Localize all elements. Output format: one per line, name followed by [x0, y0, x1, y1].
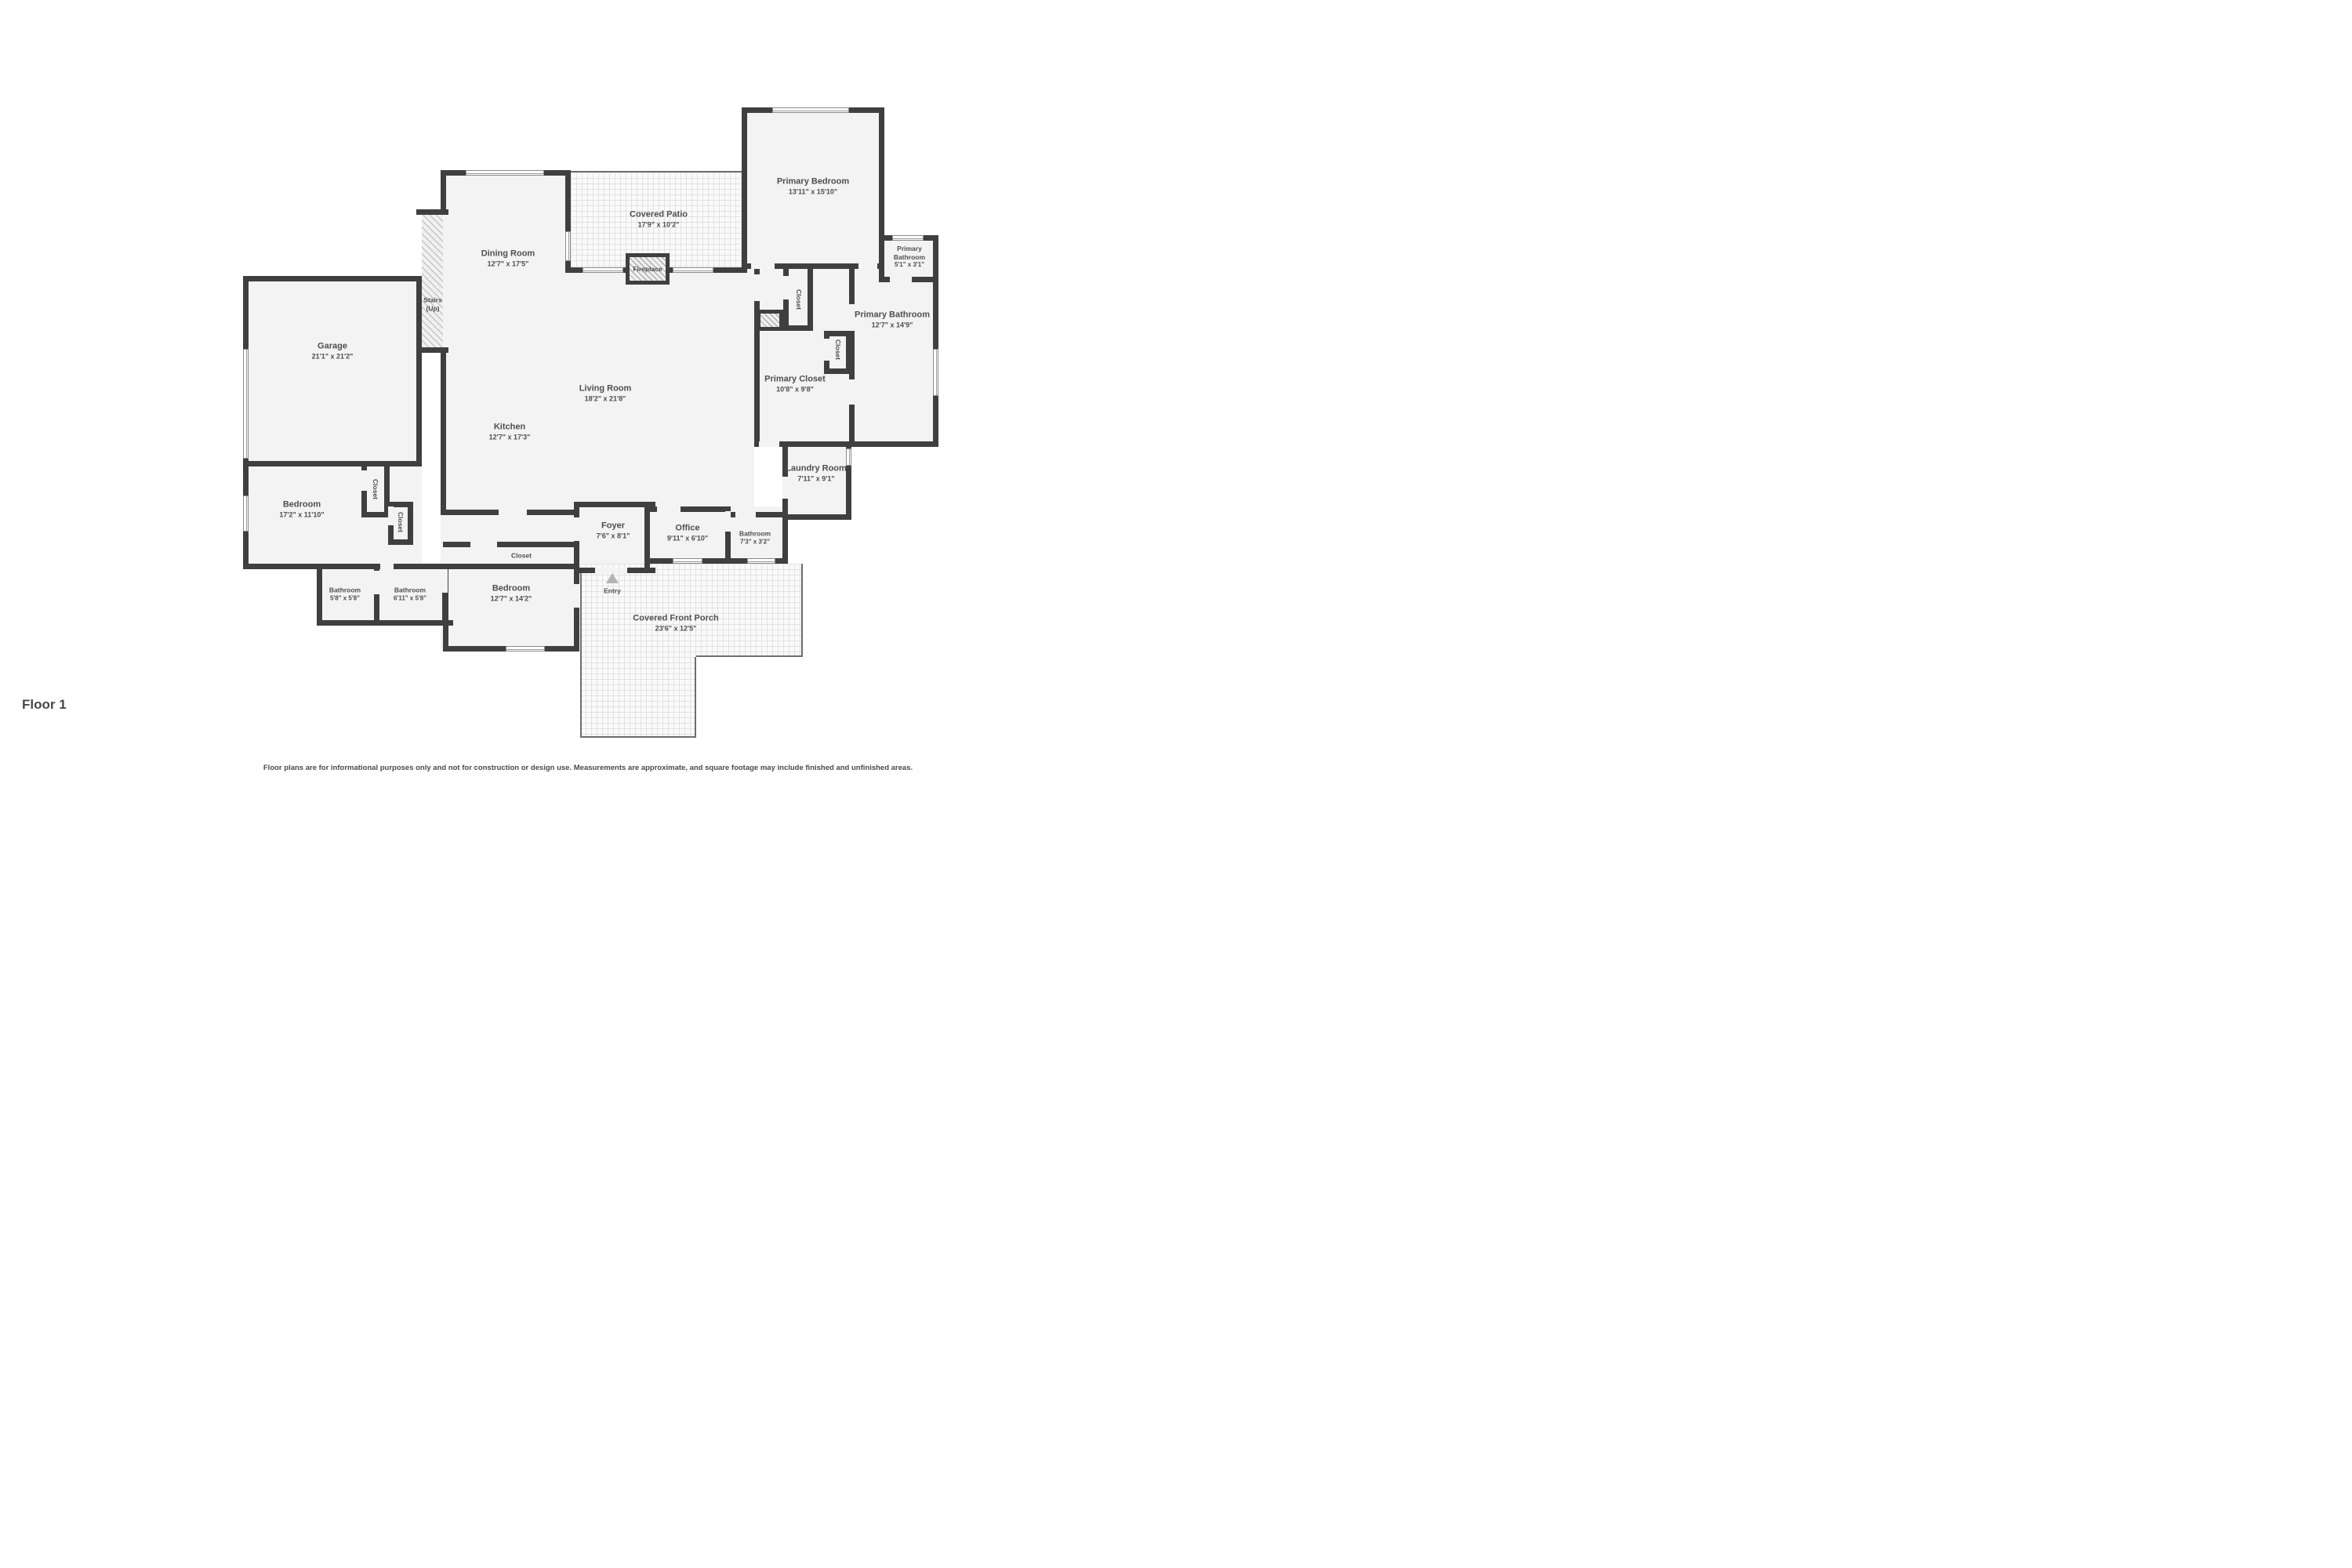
- bathroom-mid-label: [394, 586, 426, 602]
- room-name: Laundry Room: [786, 463, 847, 474]
- door-opening: [754, 274, 760, 301]
- covered-patio-label: [630, 209, 688, 229]
- bathroom-hall-label: [739, 529, 771, 546]
- floor-plan: [0, 0, 1176, 784]
- room-area: [243, 276, 422, 569]
- window: [243, 495, 249, 532]
- covered-front-porch-label: [633, 613, 718, 633]
- door-opening: [595, 568, 627, 573]
- window: [506, 646, 545, 652]
- wall: [783, 325, 813, 331]
- wall: [782, 514, 788, 564]
- room-name: Primary Bedroom: [776, 176, 850, 187]
- room-area: [441, 170, 571, 515]
- covered-front-porch-area: [580, 657, 696, 738]
- room-name: Primary Bathroom: [855, 310, 930, 320]
- stairs-line1: Stairs: [423, 296, 442, 304]
- room-name: Kitchen: [493, 422, 526, 432]
- window: [466, 170, 544, 176]
- wall: [443, 542, 579, 547]
- window: [673, 267, 713, 273]
- dining-room-label: [481, 249, 535, 268]
- window: [565, 231, 571, 261]
- room-dims: 6'11" x 5'8": [393, 594, 427, 602]
- wall: [441, 170, 446, 215]
- primary-bedroom-label: [777, 176, 849, 196]
- window: [243, 349, 249, 459]
- wall: [824, 368, 851, 374]
- door-opening: [858, 263, 877, 269]
- bedroom-center-label: [491, 583, 532, 603]
- window: [747, 558, 775, 564]
- laundry-room-label: [786, 463, 847, 483]
- foyer-label: [597, 521, 630, 540]
- door-opening: [759, 441, 779, 447]
- window: [892, 235, 924, 241]
- room-dims: 23'6" x 12'5": [655, 624, 697, 633]
- door-opening: [783, 276, 789, 299]
- garage-label: [312, 341, 354, 361]
- door-opening: [824, 339, 829, 361]
- kitchen-label: [489, 422, 531, 441]
- door-opening: [890, 277, 912, 282]
- room-name: Bathroom: [394, 586, 426, 594]
- door-opening: [442, 569, 448, 593]
- wall: [317, 569, 322, 626]
- wall: [388, 539, 413, 545]
- entry-name: Entry: [604, 586, 621, 595]
- porch-edge: [580, 736, 696, 738]
- room-dims: 12'7" x 14'9": [871, 321, 913, 329]
- room-name: Living Room: [579, 383, 632, 394]
- floor-title: Floor 1: [22, 697, 67, 712]
- room-name: Primary Closet: [764, 374, 826, 384]
- wall: [849, 269, 855, 304]
- room-dims: 12'7" x 17'3": [488, 433, 531, 441]
- door-opening: [380, 564, 394, 569]
- room-name: Primary Bathroom: [893, 245, 926, 261]
- room-dims: 12'7" x 17'5": [487, 260, 529, 268]
- room-dims: 13'11" x 15'10": [788, 187, 838, 196]
- porch-edge: [695, 657, 696, 738]
- wall: [441, 353, 446, 515]
- office-label: [667, 523, 708, 543]
- room-dims: 17'9" x 10'2": [637, 220, 680, 229]
- primary-closet-label: [764, 374, 826, 394]
- door-opening: [374, 571, 379, 594]
- door-opening: [735, 512, 756, 517]
- wall: [243, 564, 579, 569]
- closet-name: Closet: [511, 551, 532, 560]
- door-opening: [388, 506, 394, 525]
- room-dims: 21'1" x 21'2": [311, 352, 354, 361]
- room-dims: 10'8" x 9'8": [776, 385, 814, 394]
- primary-bathroom-small-label: [887, 245, 931, 270]
- room-dims: 5'8" x 5'8": [329, 594, 361, 602]
- closet-label: Closet: [795, 289, 803, 310]
- wall: [742, 107, 747, 269]
- porch-edge: [801, 564, 803, 657]
- door-opening: [725, 511, 731, 532]
- wall: [243, 276, 422, 281]
- entry-label: [604, 587, 621, 596]
- wall: [782, 514, 851, 520]
- door-opening: [849, 379, 855, 405]
- hatch-fill: [760, 314, 779, 327]
- door-opening: [470, 542, 497, 547]
- fireplace-label: Fireplace: [633, 265, 662, 273]
- porch-edge: [696, 655, 803, 657]
- room-dims: 5'1" x 3'1": [894, 261, 925, 269]
- door-opening: [574, 584, 579, 608]
- door-opening: [751, 263, 775, 269]
- wall: [416, 276, 422, 466]
- closet-label: Closet: [834, 339, 842, 360]
- disclaimer-text: Floor plans are for informational purposes only and not for construction or design use. Measurements are approximate, and square footage may include finished and unfinished areas.: [263, 764, 913, 772]
- door-opening: [574, 517, 579, 541]
- wall: [933, 235, 938, 282]
- wall: [361, 512, 390, 517]
- window: [772, 107, 849, 113]
- room-name: Covered Front Porch: [633, 613, 719, 623]
- closet-label: Closet: [372, 479, 379, 499]
- room-name: Bedroom: [492, 583, 531, 593]
- primary-bathroom-label: [855, 310, 930, 329]
- room-dims: 7'11" x 9'1": [797, 474, 835, 483]
- room-name: Bathroom: [328, 586, 361, 594]
- room-dims: 7'3" x 3'2": [739, 538, 771, 546]
- wall: [408, 502, 413, 545]
- room-area: [441, 564, 579, 652]
- closet-label: Closet: [397, 512, 405, 532]
- fireplace: [626, 253, 670, 285]
- window: [673, 558, 702, 564]
- room-dims: 17'2" x 11'10": [279, 510, 325, 519]
- closet-label: [511, 552, 532, 561]
- room-name: Covered Patio: [630, 209, 688, 220]
- wall: [808, 269, 813, 331]
- wall: [317, 620, 453, 626]
- bathroom-small-label: [329, 586, 361, 602]
- stairs-label: [423, 296, 442, 312]
- door-opening: [361, 470, 367, 491]
- stairs-line2: (Up): [426, 304, 440, 312]
- door-opening: [657, 506, 681, 512]
- porch-edge: [580, 573, 582, 738]
- room-dims: 12'7" x 14'2": [490, 594, 532, 603]
- window: [933, 349, 938, 396]
- wall: [846, 331, 851, 374]
- room-name: Dining Room: [481, 249, 535, 259]
- room-name: Office: [675, 523, 700, 533]
- stairs-area: [422, 215, 443, 347]
- window: [583, 267, 623, 273]
- room-name: Bedroom: [282, 499, 321, 510]
- wall: [243, 461, 422, 466]
- room-name: Foyer: [601, 521, 625, 531]
- door-opening: [499, 510, 527, 515]
- wall: [574, 502, 655, 507]
- room-name: Garage: [318, 341, 347, 351]
- living-room-label: [579, 383, 632, 403]
- room-name: Bathroom: [739, 529, 771, 538]
- room-dims: 9'11" x 6'10": [666, 534, 709, 543]
- room-area: [742, 263, 884, 447]
- room-dims: 7'6" x 8'1": [596, 532, 630, 540]
- wall: [416, 347, 448, 353]
- room-dims: 18'2" x 21'8": [584, 394, 626, 403]
- wall: [879, 107, 884, 282]
- hatched-feature-box: [757, 310, 783, 331]
- wall: [754, 441, 938, 447]
- bedroom-left-label: [279, 499, 324, 519]
- entry-arrow-icon: [606, 573, 619, 583]
